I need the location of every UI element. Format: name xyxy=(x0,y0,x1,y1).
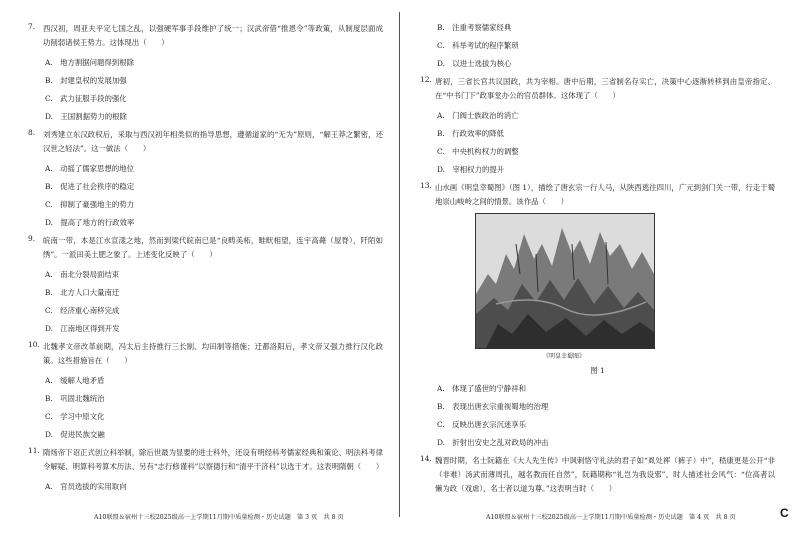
option-c: C. 抑制了豪强地主的势力 xyxy=(45,200,135,209)
question-14 xyxy=(420,454,775,496)
option-b: B. 表现出唐玄宗重视蜀地的治理 xyxy=(437,402,549,411)
page-divider xyxy=(399,12,400,517)
option-d: D. 以进士选拔为核心 xyxy=(437,59,512,68)
question-number: 8. xyxy=(28,128,36,137)
question-12 xyxy=(420,75,775,175)
option-a: A. 门阀士族政治的消亡 xyxy=(437,111,519,120)
question-stem: 魏晋时期，名士阮籍在《大人先生传》中讽刺恪守礼法的君子如“虱处裈（裤子）中”，嵇康更是公开“非（非难）汤武而薄周孔，越名教而任自然”，阮籍期称“礼岂为我设邪”。时人描述社会风气：“位高者以懒为政（戏虐），名士者以道为尊。”这表明当时（ ） xyxy=(435,456,775,493)
version-letter: C xyxy=(780,506,789,520)
question-stem: 隋炀帝下诏正式创立科举制，除后世最为显要的进士科外，还设有明经科考儒家经典和策论、明法科考律令解疑、明算科考算术历法、另有“志行修谨科”以察德行和“清平干济科”以选干才。这表明隋朝（ ） xyxy=(43,448,384,471)
option-b: B. 巩固北魏统治 xyxy=(45,394,105,403)
option-b: B. 北方人口大量南迁 xyxy=(45,288,120,297)
option-a: A. 体现了盛世的宁静祥和 xyxy=(437,384,526,393)
option-a: A. 动摇了儒家思想的地位 xyxy=(45,164,134,173)
option-a: A. 官员选拔的实用取向 xyxy=(45,482,127,491)
question-stem: 唐初，三省长官共议国政，共为宰相。唐中后期，三省制名存实亡，决策中心逐渐转移到由皇帝指定、在“中书门下”政事堂办公的官员群体。这体现了（ ） xyxy=(435,77,775,100)
option-b: B. 行政效率的降低 xyxy=(437,129,504,138)
question-stem: 皖南一带，本是江水宣漾之地，然而到梁代皖南已是“良畴美柘，畦畎相望，连宇高薨（屋脊），阡陌如绣”。一派田美土肥之象了。上述变化反映了（ ） xyxy=(43,236,383,259)
option-a: A. 缓解人地矛盾 xyxy=(45,376,105,385)
question-10 xyxy=(28,340,383,440)
question-number: 11. xyxy=(28,446,40,455)
question-8 xyxy=(28,128,383,228)
question-11 xyxy=(28,446,383,492)
painting-figure xyxy=(475,213,655,349)
option-d: D. 折射出安史之乱对政局的冲击 xyxy=(437,438,549,447)
question-13 xyxy=(420,181,775,448)
page-footer-left: A10联盟＆宿州十三校2025级高一上学期11月期中质量检测・历史试题 第 3 页 共 8 页 xyxy=(94,514,344,521)
mountain-landscape-image xyxy=(476,214,654,348)
question-stem: 刘秀建立东汉政权后，采取与西汉初年相类似的指导思想，遵循道家的“无为”原则，“解王莽之繁密，还汉世之轻法”。这一做法（ ） xyxy=(43,130,383,153)
option-d: D. 王国割据势力的根除 xyxy=(45,112,127,121)
figure-label: 图 1 xyxy=(590,366,605,375)
option-d: D. 江南地区得到开发 xyxy=(45,324,120,333)
page-footer-right: A10联盟＆宿州十三校2025级高一上学期11月期中质量检测・历史试题 第 4 页 共 8 页 xyxy=(486,514,736,521)
option-c: C. 经济重心南移完成 xyxy=(45,306,120,315)
question-number: 10. xyxy=(28,340,40,349)
question-11-continued xyxy=(420,22,775,69)
option-c: C. 学习中原文化 xyxy=(45,412,105,421)
question-number: 14. xyxy=(420,454,432,463)
question-number: 13. xyxy=(420,181,432,190)
option-b: B. 促进了社会秩序的稳定 xyxy=(45,182,135,191)
question-stem: 西汉初，周亚夫平定七国之乱，以强硬军事手段维护了统一；汉武帝借“推恩令”等政策，从制度层面成功削弱诸侯王势力。这体现出（ ） xyxy=(43,24,383,47)
question-stem: 山水画《明皇幸蜀图》（图 1），描绘了唐玄宗一行人马，从陕西逃往四川，广元到剑门关一带，行走于蜀地崇山峻岭之间的情景。该作品（ ） xyxy=(435,183,775,206)
option-c: C. 反映出唐玄宗沉迷享乐 xyxy=(437,420,527,429)
option-a: A. 地方割据问题得到根除 xyxy=(45,58,134,67)
left-page-column xyxy=(28,22,383,498)
option-c: C. 武力征服手段的强化 xyxy=(45,94,127,103)
option-b: B. 注重考察儒家经典 xyxy=(437,23,512,32)
option-c: C. 科举考试的程序繁琐 xyxy=(437,41,519,50)
option-b: B. 封建皇权的发展加强 xyxy=(45,76,127,85)
question-number: 9. xyxy=(28,234,36,243)
question-number: 12. xyxy=(420,75,432,84)
option-a: A. 南北分裂局面结束 xyxy=(45,270,120,279)
option-c: C. 中央机构权力的调整 xyxy=(437,147,519,156)
question-7 xyxy=(28,22,383,122)
question-stem: 北魏孝文帝改革前期，冯太后主持推行三长制、均田制等措施；迁都洛阳后，孝文帝又强力推行汉化政策。这些措施旨在（ ） xyxy=(43,342,383,365)
question-9 xyxy=(28,234,383,334)
option-d: D. 宰相权力的提升 xyxy=(437,165,505,174)
option-d: D. 促进民族交融 xyxy=(45,430,105,439)
question-number: 7. xyxy=(28,22,36,31)
right-page-column xyxy=(420,22,775,502)
figure-caption: 《明皇幸蜀图》 xyxy=(542,353,585,360)
option-d: D. 提高了地方的行政效率 xyxy=(45,218,135,227)
